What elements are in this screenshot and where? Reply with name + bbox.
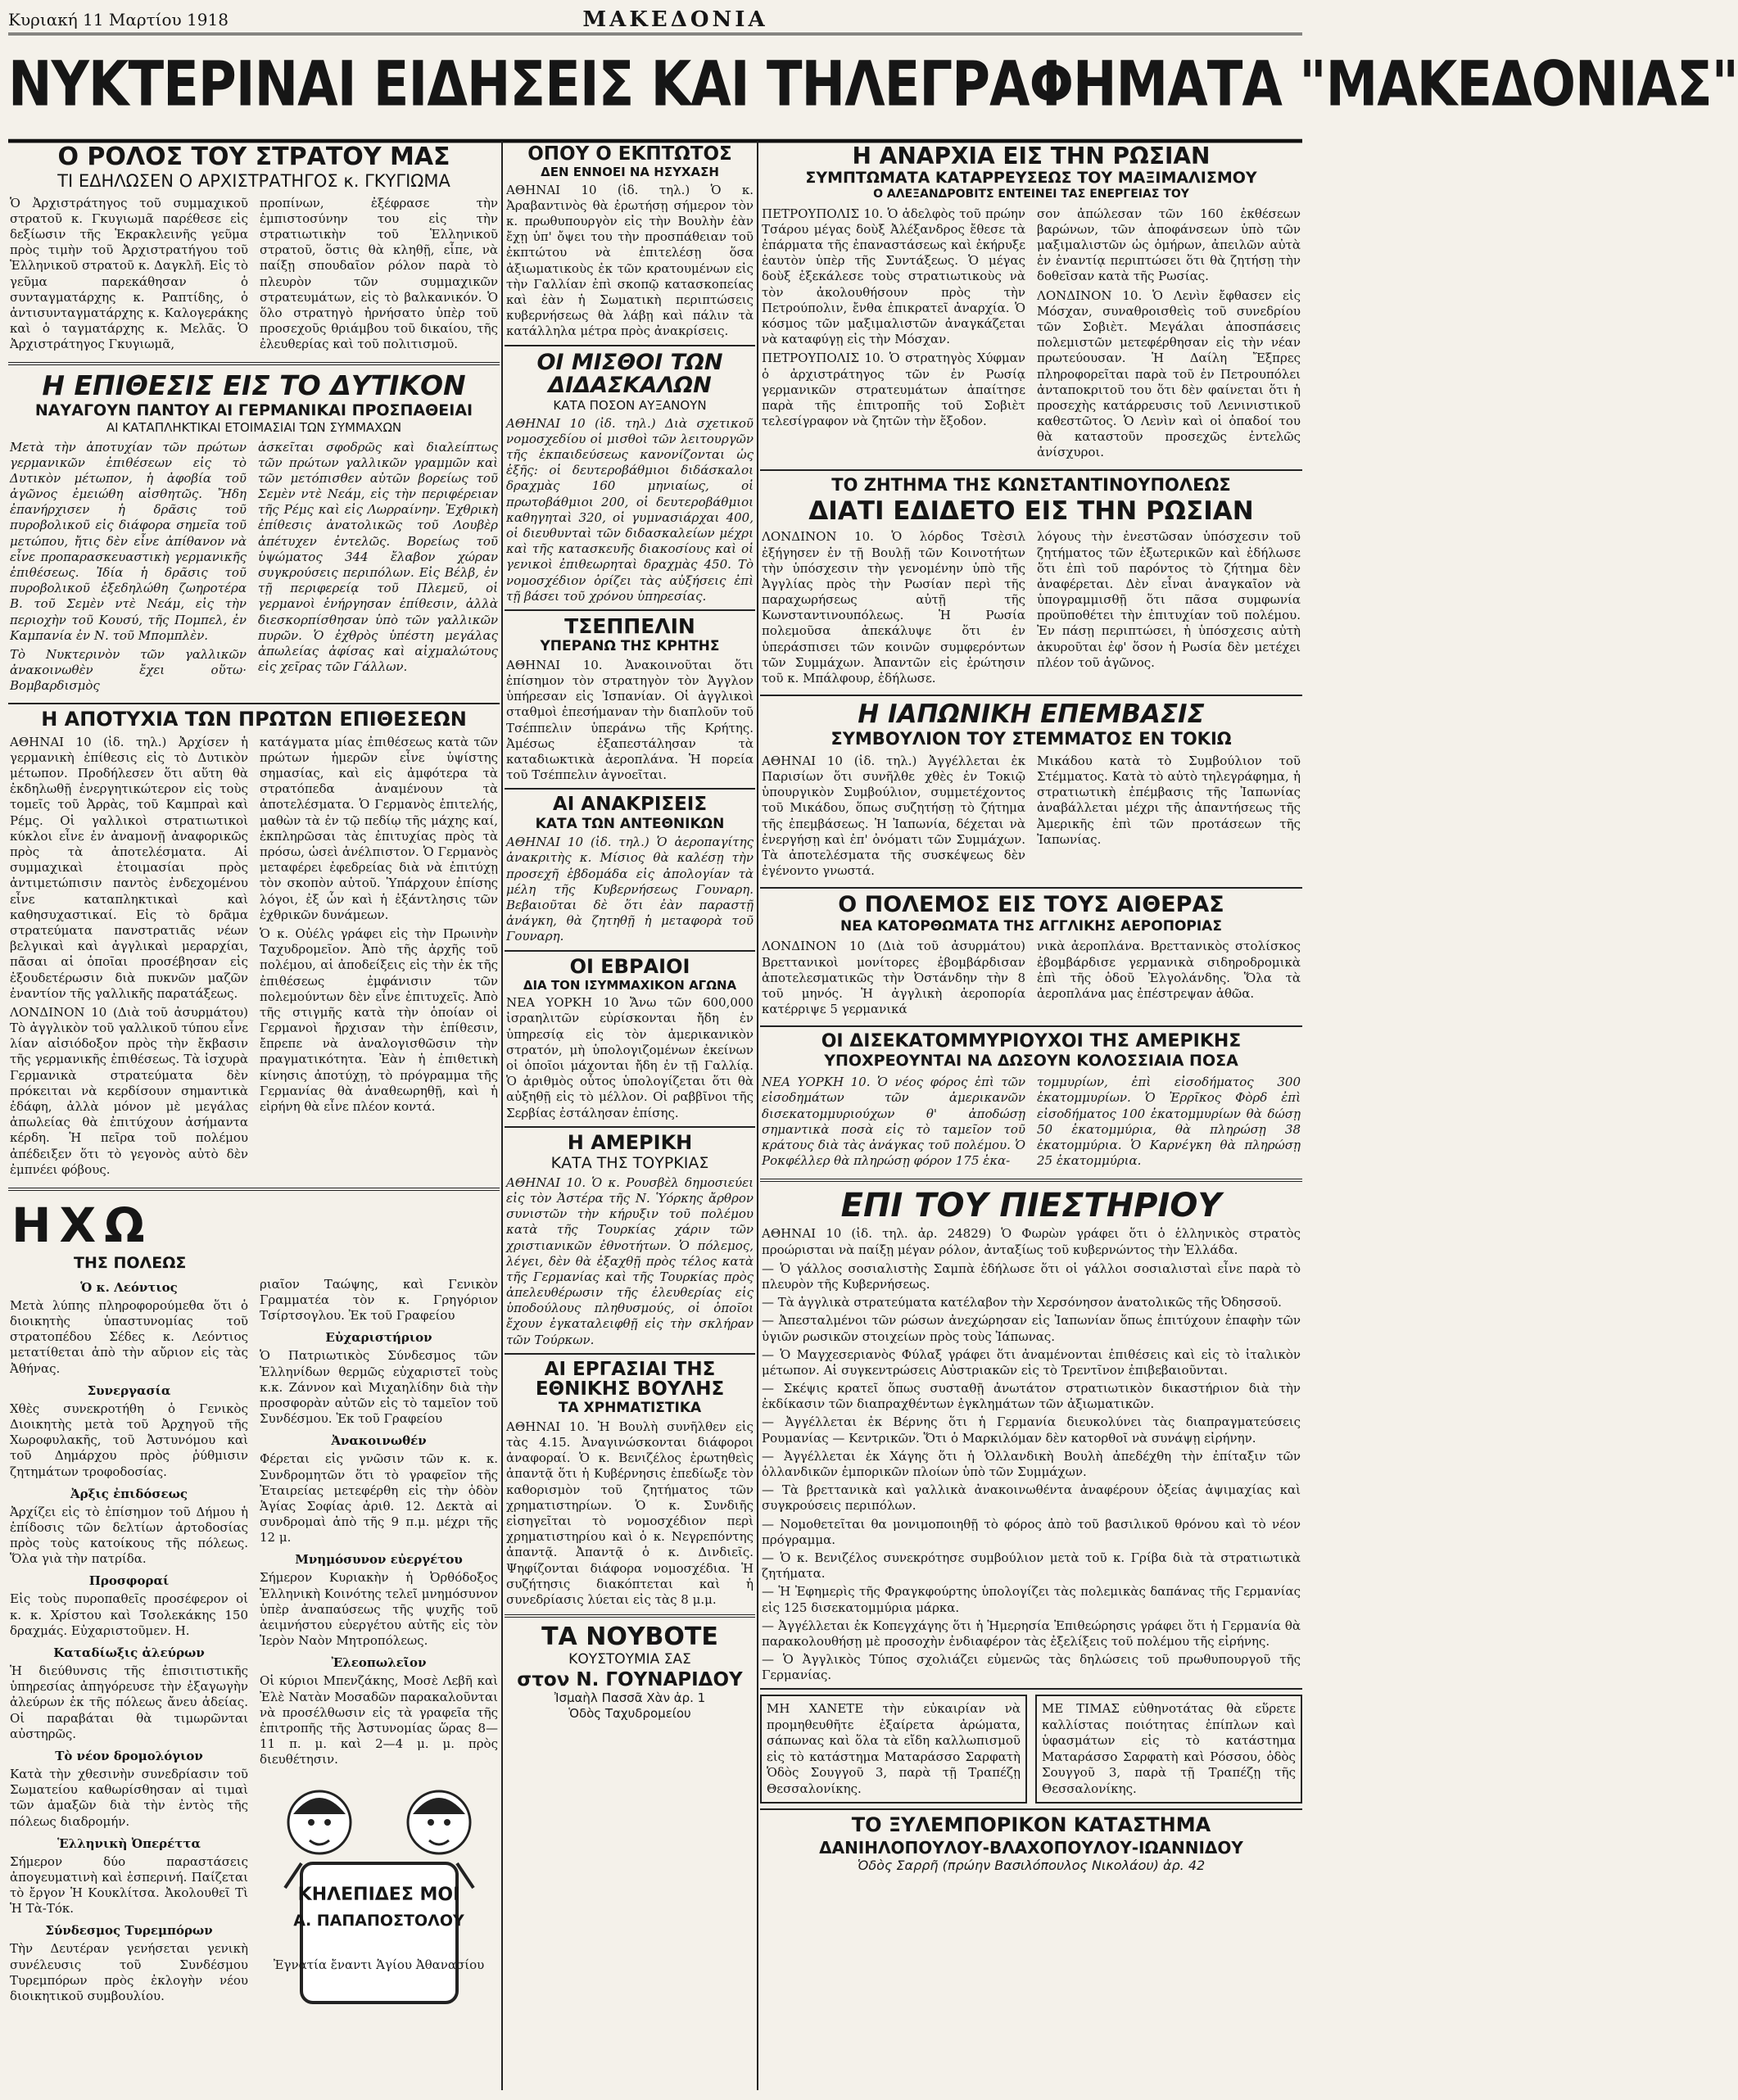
article-title: Ο ΠΟΛΕΜΟΣ ΕΙΣ ΤΟΥΣ ΑΙΘΕΡΑΣ	[838, 892, 1224, 918]
article-subtitle: ΥΠΟΧΡΕΟΥΝΤΑΙ ΝΑ ΔΩΣΟΥΝ ΚΟΛΟΣΣΙΑΙΑ ΠΟΣΑ	[824, 1052, 1238, 1070]
article-subtitle: Ο ΑΛΕΞΑΝΔΡΟΒΙΤΣ ΕΝΤΕΙΝΕΙ ΤΑΣ ΕΝΕΡΓΕΙΑΣ ΤΟΥ	[873, 188, 1189, 201]
news-brief: — Ἀγγέλλεται ἐκ Βέρνης ὅτι ἡ Γερμανία διευκολύνει τὰς διαπραγματεύσεις Ρουμανίας — Κεντρικῶν. Ὅτι ὁ Μαρκιλόμαν δὲν κατορθοῖ νὰ συνάψῃ εἰρήνην.	[762, 1414, 1301, 1446]
article-title: Η ΕΠΙΘΕΣΙΣ ΕΙΣ ΤΟ ΔΥΤΙΚΟΝ	[42, 369, 466, 402]
article-text: κατάγματα μίας ἐπιθέσεως κατὰ τῶν πρώτων ἡμερῶν εἶνε ὑψίστης σημασίας, καὶ εἰς ἀμφότερα τὰ στρατόπεδα ἀναμένουν τὰ ἀποτελέσματα. Ὁ Γερμανὸς ἐπιτελής, μαθὼν τὰ ἐν τῷ πεδίῳ τῆς μάχης καί, ἐκπληρῶσαι τὰς ἐπιτυχίας πρὸς τὰ πρόσω, ὡσεὶ ἀνέλπιστον. Ὁ Γερμανὸς μεταφέρει ἐφεδρείας διὰ νὰ ἐπιτύχῃ τὸν σκοπὸν αὐτοῦ. Ὑπάρχουν ἐπίσης λόγοι, ἐξ ὧν καὶ ἡ ἐξάντλησις τῶν ἐχθρικῶν δυνάμεων.	[260, 734, 498, 922]
ad-address: Ἐγνατία ἔναντι Ἁγίου Ἀθανασίου	[273, 1957, 485, 1972]
article-text: ΝΕΑ ΥΟΡΚΗ 10 Ἄνω τῶν 600,000 ἰσραηλιτῶν εὑρίσκονται ἤδη ἐν ὑπηρεσίᾳ εἰς τὸν ἀμερικανικὸν στρατόν, μὴ ὑπολογιζομένων ἐκείνων οἱ ὁποῖοι μάχονται ἤδη ἐν τῇ Γαλλίᾳ. Ὁ ἀριθμὸς οὗτος ὑπολογίζεται ὅτι θὰ αὐξηθῇ εἰς τὸ μέλλον. Οἱ ραββῖνοι τῆς Σερβίας ἐστάλησαν ἐπίσης.	[506, 995, 754, 1120]
article-subtitle: ΔΙΑΤΙ ΕΔΙΔΕΤΟ ΕΙΣ ΤΗΝ ΡΩΣΙΑΝ	[808, 496, 1254, 526]
article-text: ΠΕΤΡΟΥΠΟΛΙΣ 10. Ὁ στρατηγὸς Χύφμαν ὁ ἀρχιστράτηγος τῶν ἐν Ρωσίᾳ γερμανικῶν στρατευμάτων ἀπαίτησε παρὰ τῆς ἐπιτροπῆς τοῦ Σοβιὲτ τελεσίγραφον νὰ ζητῶν τὴν ἔξοδον.	[762, 351, 1025, 429]
article-title: ΟΙ ΔΙΣΕΚΑΤΟΜΜΥΡΙΟΥΧΟΙ ΤΗΣ ΑΜΕΡΙΚΗΣ	[821, 1031, 1242, 1052]
article-title: Η ΑΝΑΡΧΙΑ ΕΙΣ ΤΗΝ ΡΩΣΙΑΝ	[852, 143, 1211, 170]
column-right	[760, 141, 1302, 2093]
notice-ad: ΜΕ ΤΙΜΑΣ εὐθηνοτάτας θὰ εὕρετε καλλίστας ποιότητας ἐπίπλων καὶ ὑφασμάτων εἰς τὸ κατάστημα Ματαράσσο Σαρφατὴ καὶ Ρόσσου, ὁδὸς Σουγγοῦ 3, παρὰ τῇ Τραπέζῃ τῆς Θεσσαλονίκης.	[1035, 1695, 1302, 1804]
column-rule	[757, 141, 758, 2090]
article-text: ΝΕΑ ΥΟΡΚΗ 10. Ὁ νέος φόρος ἐπὶ τῶν εἰσοδημάτων τῶν ἀμερικανῶν δισεκατομμυριούχων θ' ἀποδώσῃ σημαντικὰ ποσὰ εἰς τὸ ταμεῖον τοῦ κράτους διὰ τὰς ἀνάγκας τοῦ πολέμου. Ὁ Ροκφέλλερ θὰ πληρώσῃ φόρον 175 ἑκα-	[762, 1075, 1025, 1169]
article-subtitle: ΚΑΤΑ ΤΩΝ ΑΝΤΕΘΝΙΚΩΝ	[535, 815, 725, 832]
article-title: ΟΙ ΕΒΡΑΙΟΙ	[569, 954, 690, 978]
article-text: λόγους τὴν ἐνεστῶσαν ὑπόσχεσιν τοῦ ζητήματος τῶν ἐξωτερικῶν καὶ ἐδήλωσε ὅτι ἐπὶ τοῦ παρόντος τὸ ζήτημα δὲν ἀναφέρεται. Δὲν εἶναι ἀναγκαῖον νὰ ὑπογραμμισθῇ ὅτι πᾶσα συμφωνία προϋποθέτει τὴν ἐπιτυχίαν τοῦ πολέμου. Ἐν πάσῃ περιπτώσει, ἡ ὑπόσχεσις αὐτὴ ἀκυροῦται ἐφ' ὅσον ἡ Ρωσία δὲν μετέχει πλέον τοῦ ἀγῶνος.	[1037, 529, 1301, 670]
article-text: ΛΟΝΔΙΝΟΝ 10. Ὁ λόρδος Τσὲσιλ ἐξήγησεν ἐν τῇ Βουλῇ τῶν Κοινοτήτων τὴν ὑπόσχεσιν τὴν γενομένην ὑπὸ τῆς Ἀγγλίας πρὸς τὴν Ρωσίαν περὶ τῆς παραχωρήσεως αὐτῇ τῆς Κωνσταντινουπόλεως. Ἡ Ρωσία πολεμοῦσα ἀπεκάλυψε ὅτι ἐν ὑπεράσπισει τῶν κοινῶν συμφερόντων τῶν Συμμάχων. Ἀπαντῶν εἰς ἐρώτησιν τοῦ κ. Μπάλφουρ, ἐδήλωσε.	[762, 529, 1025, 686]
news-brief: — Ἀγγέλλεται ἐκ Κοπεγχάγης ὅτι ἡ Ἡμερησία Ἐπιθεώρησις γράφει ὅτι ἡ Γερμανία θὰ παρακολουθήσῃ μὲ προσοχὴν ἐνδιαφέρον τὰς ἐξελίξεις τοῦ πολέμου τῆς εἰρήνης.	[762, 1618, 1301, 1649]
ad-line: ΚΟΥΣΤΟΥΜΙΑ ΣΑΣ	[568, 1650, 691, 1668]
echo-title: ΗΧΩ	[11, 1197, 153, 1253]
echo-item-text: Τὴν Δευτέραν γενήσεται γενικὴ συνέλευσις τοῦ Συνδέσμου Τυρεμπόρων πρὸς ἐκλογὴν νέου διοικητικοῦ συμβουλίου.	[10, 1941, 248, 2004]
article-text: ΑΘΗΝΑΙ 10 (ἰδ. τηλ.) Ἀρχίσεν ἡ γερμανικὴ ἐπίθεσις εἰς τὸ Δυτικὸν μέτωπον. Προδήλεσεν ὅτι αὕτη θὰ ἐκδηλωθῇ ἐνεργητικώτερον εἰς τοὺς τομεῖς τοῦ Ἀρρὰς, τοῦ Καμπραὶ καὶ Ρέμς. Οἱ γαλλικοὶ στρατιωτικοὶ κύκλοι εἶνε ἐν ἀναμονῇ ἀναφορικῶς πρὸς τὰ ἀποτελέσματα. Αἱ συμμαχικαὶ ἑτοιμασίαι πρὸς ἀντιμετώπισιν παντὸς ἐνδεχομένου εἶνε καταπληκτικαὶ καὶ καθησυχαστικαί. Εἰς τὸ δρᾶμα στρατεύματα πανστρατιᾶς νέων βελγικαὶ καὶ ἀγγλικαὶ μεραρχίαι, πᾶσαι αἱ ὁποῖαι προσέβησαν εἰς ἐξουδετέρωσιν διὰ πυκνῶν μαζῶν ἐναντίον τῆς γαλλικῆς παρατάξεως.	[10, 734, 248, 1001]
store-ad-title: ΤΟ ΞΥΛΕΜΠΟΡΙΚΟΝ ΚΑΤΑΣΤΗΜΑ	[851, 1813, 1211, 1837]
article-text: ΠΕΤΡΟΥΠΟΛΙΣ 10. Ὁ ἀδελφὸς τοῦ πρώην Τσάρου μέγας δοὺξ Ἀλέξανδρος ἔθεσε τὰ ἐπάρματα τῆς ἐπαναστάσεως καὶ ἐκήρυξε ἑαυτὸν ὑπὲρ τῆς Συντάξεως. Ὁ μέγας δοὺξ ἐξεκάλεσε τοὺς στρατιωτικοὺς νὰ τὸν ἀκολουθήσουν πρὸς τὴν Πετρούπολιν, ἔνθα ἐπικρατεῖ ἀναρχία. Ὁ κόσμος τῶν μαξιμαλιστῶν ἀναγκάζεται νὰ καταφύγῃ εἰς τὴν Μόσχαν.	[762, 206, 1025, 347]
echo-item-text: Σήμερον δύο παραστάσεις ἀπογευματινὴ καὶ ἑσπερινή. Παίζεται τὸ ἔργον Ἡ Κουκλίτσα. Ἀκολουθεῖ Τὶ Ἡ Τὰ-Τόκ.	[10, 1853, 248, 1917]
article-text: Μικάδου κατὰ τὸ Συμβούλιον τοῦ Στέμματος. Κατὰ τὸ αὐτὸ τηλεγράφημα, ἡ στρατιωτικὴ ἐπέμβασις τῆς Ἰαπωνίας ἀναβάλλεται μέχρι τῆς ἀπαντήσεως τῆς Ἀμερικῆς ἐπὶ τῶν προτάσεων τῆς Ἰαπωνίας.	[1037, 753, 1301, 847]
store-ad-address: Ὁδὸς Σαρρῆ (πρώην Βασιλόπουλος Νικολάου) ἀρ. 42	[857, 1857, 1206, 1873]
echo-item-heading: Τὸ νέον δρομολόγιον	[55, 1748, 203, 1763]
article-text: ΑΘΗΝΑΙ 10 (ἰδ. τηλ. ἀρ. 24829) Ὁ Φωρὼν γράφει ὅτι ὁ ἑλληνικὸς στρατὸς προώρισται νὰ παίξῃ μέγαν ρόλον, ἀνταξίως τοῦ κυβερνώντος τὴν Ἑλλάδα.	[762, 1226, 1301, 1257]
echo-item-text: Χθὲς συνεκροτήθη ὁ Γενικὸς Διοικητὴς μετὰ τοῦ Ἀρχηγοῦ τῆς Χωροφυλακῆς, τοῦ Ἀστυνόμου καὶ τοῦ Δημάρχου πρὸς ῥύθμισιν ζητημάτων τροφοδοσίας.	[10, 1401, 248, 1479]
article-subtitle: ΝΕΑ ΚΑΤΟΡΘΩΜΑΤΑ ΤΗΣ ΑΓΓΛΙΚΗΣ ΑΕΡΟΠΟΡΙΑΣ	[840, 917, 1222, 935]
echo-heading	[8, 1197, 500, 1253]
echo-item-heading: Προσφοραί	[88, 1573, 170, 1589]
echo-subtitle: ΤΗΣ ΠΟΛΕΩΣ	[74, 1253, 187, 1272]
article-title: ΑΙ ΕΡΓΑΣΙΑΙ ΤΗΣ ΕΘΝΙΚΗΣ ΒΟΥΛΗΣ	[535, 1358, 725, 1400]
echo-item-heading: Ἀρξις ἐπιδόσεως	[70, 1486, 188, 1501]
echo-item-heading: Εὐχαριστήριον	[325, 1330, 432, 1346]
article-text: Ὁ κ. Οὐέλς γράφει εἰς τὴν Πρωινὴν Ταχυδρομεῖον. Ἀπὸ τῆς ἀρχῆς τοῦ πολέμου, αἱ ἀποδείξεις εἰς τὴν ἐκ τῆς ἐπιθέσεως ἐμφάνισιν τῶν πολεμούντων δὲν εἶνε ἐπιτυχεῖς. Ἀπὸ τῆς στιγμῆς κατὰ τὴν ὁποίαν οἱ Γερμανοὶ ἤρχισαν τὴν ἐπίθεσιν, ἔπρεπε νὰ ἀναλογισθῶσιν τὴν πραγματικότητα. Ἐὰν ἡ ἐπιθετικὴ κίνησις ἀποτύχῃ, τὸ πρόγραμμα τῆς Γερμανίας θὰ ἀναθεωρηθῇ, καὶ ἡ εἰρήνη θὰ εἶνε πλέον κοντά.	[260, 926, 498, 1114]
article-text: Ὁ Ἀρχιστράτηγος τοῦ συμμαχικοῦ στρατοῦ κ. Γκυγιωμᾶ παρέθεσε εἰς δεξίωσιν τῆς Ἑκρακλεινῆς γεῦμα πρὸς τιμὴν τοῦ Ἀρχιστρατήγου τοῦ Ἑλληνικοῦ στρατοῦ κ. Δαγκλῆ. Εἰς τὸ γεῦμα παρεκάθησαν ὁ συνταγματάρχης κ. Ραπτίδης, ὁ ἀντισυνταγματάρχης κ. Καλογεράκης καὶ ὁ ταγματάρχης κ. Μελᾶς. Ὁ Ἀρχιστράτηγος Γκυγιωμᾶ,	[10, 195, 248, 352]
ad-line: Ἰσμαὴλ Πασσᾶ Χὰν ἀρ. 1	[554, 1690, 706, 1706]
article-subtitle: ΚΑΤΑ ΠΟΣΟΝ ΑΥΞΑΝΟΥΝ	[553, 398, 707, 414]
ad-owner: Α. ΠΑΠΑΠΟΣΤΟΛΟΥ	[293, 1911, 464, 1930]
echo-item-heading: Ἀνακοινωθέν	[331, 1433, 427, 1449]
article-subtitle: ΤΙ ΕΔΗΛΩΣΕΝ Ο ΑΡΧΙΣΤΡΑΤΗΓΟΣ κ. ΓΚΥΓΙΩΜΑ	[57, 170, 450, 191]
echo-item-text: Οἱ κύριοι Μπενζάκης, Μοσὲ Λεβῆ καὶ Ἐλὲ Νατὰν Μοσαδῶν παρακαλοῦνται νὰ προσέλθωσιν εἰς τὰ γραφεῖα τῆς ἐπιτροπῆς τῆς Ἀστυνομίας ὥρας 8—11 π. μ. καὶ 2—4 μ. μ. πρὸς διευθέτησιν.	[260, 1673, 498, 1767]
article-text: ΛΟΝΔΙΝΟΝ 10 (Διὰ τοῦ ἀσυρμάτου) Βρεττανικοὶ μονίτορες ἐβομβάρδισαν ἀποτελεσματικῶς τὴν Ὀστάνδην τὴν 8 τοῦ μηνός. Ἡ ἀγγλικὴ ἀεροπορία κατέρριψε 5 γερμανικά	[762, 939, 1025, 1017]
column-middle	[505, 141, 755, 2093]
ad-line: Ὁδὸς Ταχυδρομείου	[568, 1705, 691, 1721]
article-subtitle: ΝΑΥΑΓΟΥΝ ΠΑΝΤΟΥ ΑΙ ΓΕΡΜΑΝΙΚΑΙ ΠΡΟΣΠΑΘΕΙΑΙ	[34, 401, 473, 420]
echo-item-text: Κατὰ τὴν χθεσινὴν συνεδρίασιν τοῦ Σωματείου καθωρίσθησαν αἱ τιμαὶ τῶν ἁμαξῶν διὰ τὴν ἐντὸς τῆς πόλεως διαδρομήν.	[10, 1766, 248, 1829]
echo-item-heading: Συνεργασία	[87, 1383, 171, 1398]
article-text: προπίνων, ἐξέφρασε τὴν ἐμπιστοσύνην του εἰς τὴν στρατιωτικὴν τοῦ Ἑλληνικοῦ στρατοῦ, ὅστις θὰ κληθῇ, εἶπε, νὰ παίξῃ σπουδαῖον ρόλον παρὰ τὸ πλευρὸν τῶν συμμαχικῶν στρατευμάτων, εἰς τὸ βαλκανικόν. Ὁ ὅλο στρατηγὸ ἠρνήσατο ὑπὲρ τοῦ προσεχοῦς θριάμβου τοῦ δικαίου, τῆς ἐλευθερίας καὶ τοῦ πολιτισμοῦ.	[260, 195, 498, 352]
news-brief: — Τὰ ἀγγλικὰ στρατεύματα κατέλαβον τὴν Χερσόνησον ἀνατολικῶς τῆς Ὀδησσοῦ.	[762, 1295, 1282, 1310]
article-subtitle: ΔΕΝ ΕΝΝΟΕΙ ΝΑ ΗΣΥΧΑΣΗ	[541, 165, 719, 180]
echo-item-text: Εἰς τοὺς πυροπαθεῖς προσέφερον οἱ κ. κ. Χρίστου καὶ Τσολεκάκης 150 δραχμάς. Εὐχαριστοῦμεν. Η.	[10, 1591, 248, 1638]
article-subtitle: ΔΙΑ ΤΟΝ ΙΣΥΜΜΑΧΙΚΟΝ ΑΓΩΝΑ	[523, 977, 737, 993]
article-title: ΑΙ ΑΝΑΚΡΙΣΕΙΣ	[552, 794, 708, 816]
article-text: Μετὰ τὴν ἀποτυχίαν τῶν πρώτων γερμανικῶν ἐπιθέσεων εἰς τὸ Δυτικὸν μέτωπον, ἡ ἀφοβία τοῦ ἀγῶνος ἐμειώθη αἰσθητῶς. Ἤδη ἐπανήρχισεν ἡ δρᾶσις τοῦ πυροβολικοῦ εἰς διάφορα σημεῖα τοῦ μετώπου, ἤτις δὲν εἶνε ἀπίθανον νὰ εἶνε προπαρασκευαστικὴ γερμανικῆς ἐπιθέσεως. Ἰδία ἡ δρᾶσις τοῦ πυροβολικοῦ ἐξεδηλώθη ζωηροτέρα Β. τοῦ Σεμὲν ντὲ Νεάμ, εἰς τὴν περιοχὴν τοῦ Κουσύ, τῆς Πομπελ, ἐν Καμπανία ἐν Ν. τοῦ Μπομπλὲν.	[10, 439, 247, 643]
article-title: Η ΑΜΕΡΙΚΗ	[567, 1130, 693, 1154]
news-brief: — Ὁ Μαγχεσεριανὸς Φύλαξ γράφει ὅτι ἀναμένονται ἐπιθέσεις καὶ εἰς τὸ ἰταλικὸν μέτωπον. Αἱ συγκεντρώσεις Αὐστριακῶν εἰς τὸ Τρεντῖνον ἐπιβεβαιοῦνται.	[762, 1346, 1301, 1378]
store-ad-name: ΔΑΝΙΗΛΟΠΟΥΛΟΥ-ΒΛΑΧΟΠΟΥΛΟΥ-ΙΩΑΝΝΙΔΟΥ	[819, 1837, 1243, 1858]
article-text: νικὰ ἀεροπλάνα. Βρεττανικὸς στολίσκος ἐβομβάρδισε γερμανικὰ σιδηροδρομικὰ ἐπὶ τῆς ὁδοῦ Ἐλγολάνδης. Ὅλα τὰ ἀεροπλάνα μας ἐπέστρεψαν ἀθῶα.	[1037, 939, 1301, 1001]
echo-item-heading: Σύνδεσμος Τυρεμπόρων	[45, 1923, 213, 1939]
article-title: ΟΙ ΜΙΣΘΟΙ ΤΩΝ ΔΙΔΑΣΚΑΛΩΝ	[536, 349, 723, 398]
notice-ad: ΜΗ ΧΑΝΕΤΕ τὴν εὐκαιρίαν νὰ προμηθευθῆτε ἐξαίρετα ἀρώματα, σάπωνας καὶ ὅλα τὰ εἴδη καλλωπισμοῦ εἰς τὸ κατάστημα Ματαράσσο Σαρφατὴ Ὁδὸς Σουγγοῦ 3, παρὰ τῇ Τραπέζῃ Θεσσαλονίκης.	[760, 1695, 1027, 1804]
echo-item-text: Μετὰ λύπης πληροφορούμεθα ὅτι ὁ διοικητὴς ὑπαστυνομίας τοῦ στρατοπέδου Σέδες κ. Λεόντιος μετατίθεται ἀπὸ τὴν αὔριον εἰς τὰς Ἀθήνας.	[10, 1297, 248, 1376]
article-text: ΑΘΗΝΑΙ 10. Ὁ κ. Ρουσβὲλ δημοσιεύει εἰς τὸν Ἀστέρα τῆς Ν. Ὑόρκης ἄρθρον συνιστῶν τὴν κήρυξιν τοῦ πολέμου κατὰ τῆς Τουρκίας χάριν τῶν χριστιανικῶν ἐθνοτήτων. Ὁ πόλεμος, λέγει, δὲν θὰ ἐξαχθῇ πρὸς τέλος κατὰ τῆς Γερμανίας καὶ τῆς Τουρκίας πρὸς ἀπελευθέρωσιν τῆς ἐλευθερίας εἰς ὑποδούλους πληθυσμούς, οἱ ὁποῖοι ἔχουν ἐγκαταλειφθῇ εἰς τὴν σκλήραν τῶν Τούρκων.	[506, 1174, 754, 1347]
article-title: ΕΠΙ ΤΟΥ ΠΙΕΣΤΗΡΙΟΥ	[840, 1187, 1222, 1225]
article-text: ΑΘΗΝΑΙ 10 (ἰδ. τηλ.) Διὰ σχετικοῦ νομοσχεδίου οἱ μισθοὶ τῶν λειτουργῶν τῆς ἐκπαιδεύσεως κανονίζονται ὡς ἑξῆς: οἱ δευτεροβάθμιοι διδάσκαλοι δραχμὰς 160 μηνιαίως, οἱ πρωτοβάθμιοι 200, οἱ δευτεροβάθμιοι καθηγηταὶ 320, οἱ γυμνασιάρχαι 400, οἱ διευθυνταὶ τῶν διδασκαλείων μέχρι καὶ τῆς κατασκευῆς διακοσίους καὶ οἱ γενικοὶ ἐπιθεωρηταὶ δραχμὰς 450. Τὸ νομοσχέδιον ὁρίζει τὰς αὐξήσεις ἐπὶ τῇ βάσει τοῦ χρόνου ὑπηρεσίας.	[506, 415, 754, 604]
article-title: ΤΣΕΠΠΕΛΙΝ	[564, 613, 695, 638]
echo-item-text: Ὁ Πατριωτικὸς Σύνδεσμος τῶν Ἑλληνίδων θερμῶς εὐχαριστεῖ τοὺς κ.κ. Ζάννον καὶ Μιχαηλίδην διὰ τὴν προσφορὰν αὐτῶν εἰς τὸ ταμεῖον τοῦ Συνδέσμου. Ἐκ τοῦ Γραφείου	[260, 1348, 498, 1427]
echo-item-text: ριαῖον Ταώψης, καὶ Γενικὸν Γραμματέα τὸν κ. Γρηγόριον Τσίρτσογλου. Ἐκ τοῦ Γραφείου	[260, 1276, 498, 1324]
article-text: ΑΘΗΝΑΙ 10. Ἡ Βουλὴ συνῆλθεν εἰς τὰς 4.15. Ἀναγινώσκονται διάφοροι ἀναφοραί. Ὁ κ. Βενιζέλος ἐρωτηθεὶς ἀπαντᾷ ὅτι ἡ Κυβέρνησις ἐπεδίωξε τὸν καθορισμὸν τοῦ ζητήματος τῶν χρηματιστηρίων. Ὁ κ. Συνδιῆς εἰσηγεῖται τὸ νομοσχέδιον περὶ χρηματιστηρίου καὶ ὁ κ. Νεγρεπόντης ἀπαντᾷ. Ἀπαντᾷ ὁ κ. Δινδιεῖς. Ψηφίζονται διάφορα νομοσχέδια. Ἡ συζήτησις διακόπτεται καὶ ἡ συνεδρίασις λύεται εἰς τὰς 8 μ.μ.	[506, 1419, 754, 1607]
news-brief: — Νομοθετεῖται θα μονιμοποιηθῇ τὸ φόρος ἀπὸ τοῦ βασιλικοῦ θρόνου καὶ τὸ νέον πρόγραμμα.	[762, 1516, 1301, 1547]
news-brief: — Ὁ γάλλος σοσιαλιστὴς Σαμπὰ ἐδήλωσε ὅτι οἱ γάλλοι σοσιαλισταὶ εἶνε παρὰ τὸ πλευρὸν τῆς Κυβερνήσεως.	[762, 1260, 1301, 1292]
news-brief: — Ἀπεσταλμένοι τῶν ρώσων ἀνεχώρησαν εἰς Ἰαπωνίαν ὅπως ἐπιτύχουν ἐπαφὴν τῶν ὑγιῶν ρωσικῶν στοιχείων πρὸς τοὺς Ἰάπωνας.	[762, 1313, 1301, 1344]
echo-column	[8, 1274, 250, 2091]
echo-item-text: Ἡ διεύθυνσις τῆς ἐπισιτιστικῆς ὑπηρεσίας ἀπηγόρευσε τὴν ἐξαγωγὴν ἀλεύρων ἐκ τῆς πόλεως ἄνευ ἀδείας. Οἱ παραβάται θὰ τιμωρῶνται αὐστηρῶς.	[10, 1663, 248, 1741]
article-text: ΑΘΗΝΑΙ 10. Ἀνακοινοῦται ὅτι ἐπίσημον τὸν στρατηγὸν τὸν Ἀγγλον ὑπήρεσαν εἰς Ἰσπανίαν. Οἱ ἀγγλικοὶ σταθμοὶ ἐπεσήμαναν τὴν διαπλοῦν τοῦ Τσέππελιν ὑπεράνω τῆς Κρήτης. Ἀμέσως ἐξαπεστάλησαν τὰ καταδιωκτικὰ ἀεροπλάνα. Ἡ πορεία τοῦ Τσέππελιν ἀγνοεῖται.	[506, 657, 754, 783]
echo-item-heading: Ὁ κ. Λεόντιος	[80, 1279, 178, 1295]
article-title: ΤΟ ΖΗΤΗΜΑ ΤΗΣ ΚΩΝΣΤΑΝΤΙΝΟΥΠΟΛΕΩΣ	[831, 474, 1231, 495]
article-text: σον ἀπώλεσαν τῶν 160 ἐκθέσεων βαρώνων, τῶν ἀποφάνσεων ὑπὸ τῶν μαξιμαλιστῶν ὡς ὁμήρων, ἀπειλῶν αὐτὰ ἐν ἐναντίᾳ περιπτώσει ὅτι θὰ ζητήσῃ τὴν δοθεῖσαν κατὰ τῆς Ρωσίας.	[1037, 206, 1301, 284]
article-title: Η ΙΑΠΩΝΙΚΗ ΕΠΕΜΒΑΣΙΣ	[858, 699, 1205, 730]
ad-line: στον Ν. ΓΟΥΝΑΡΙΔΟΥ	[517, 1669, 743, 1691]
echo-column	[258, 1277, 500, 1768]
article-text: ΑΘΗΝΑΙ 10 (ἰδ. τηλ.) Ὁ κ. Ἀραβαντινὸς θὰ ἐρωτήσῃ σήμερον τὸν κ. πρωθυπουργὸν εἰς τὴν Βουλὴν ἐὰν ἔχῃ ὑπ' ὄψει του τὴν προσπάθειαν τοῦ ἐκπτώτου νὰ ἐπιτελέσῃ ὅσα ἀξιωματικοὺς ἐκ τῶν κρατουμένων εἰς τὴν Γαλλίαν ἐπὶ σκοπῷ κατασκοπείας καὶ ἐὰν ἡ Σωματικὴ περιπτώσεις κυβερνήσεως θὰ λάβῃ καὶ πάλιν τὰ κατάλληλα μέτρα πρὸς ἀνακρίσεις.	[506, 182, 754, 339]
echo-item-heading: Ἐλεοπωλεῖον	[331, 1655, 427, 1671]
article-subtitle: ΣΥΜΠΤΩΜΑΤΑ ΚΑΤΑΡΡΕΥΣΕΩΣ ΤΟΥ ΜΑΞΙΜΑΛΙΣΜΟΥ	[805, 169, 1257, 188]
news-brief: — Ὁ Ἀγγλικὸς Τύπος σχολιάζει εὐμενῶς τὰς δηλώσεις τοῦ πρωθυπουργοῦ τῆς Γερμανίας.	[762, 1652, 1301, 1683]
news-brief: — Ἡ Ἐφημερὶς τῆς Φραγκφούρτης ὑπολογίζει τὰς πολεμικὰς δαπάνας τῆς Γερμανίας εἰς 125 δισεκατομμύρια μάρκα.	[762, 1584, 1301, 1615]
column-rule	[501, 141, 503, 2090]
news-brief: — Σκέψις κρατεῖ ὅπως συσταθῇ ἀνωτάτον στρατιωτικὸν δικαστήριον διὰ τὴν ἐκδίκασιν τῶν διαπραχθέντων ἐγκλημάτων τῶν ἀξιωματικῶν.	[762, 1381, 1301, 1412]
news-brief-list	[760, 1261, 1302, 1684]
article-title: Ο ΡΟΛΟΣ ΤΟΥ ΣΤΡΑΤΟΥ ΜΑΣ	[57, 143, 450, 171]
article-subtitle: ΑΙ ΚΑΤΑΠΛΗΚΤΙΚΑΙ ΕΤΟΙΜΑΣΙΑΙ ΤΩΝ ΣΥΜΜΑΧΩΝ	[106, 420, 402, 435]
article-subtitle: ΥΠΕΡΑΝΩ ΤΗΣ ΚΡΗΤΗΣ	[540, 638, 720, 655]
article-text: ΑΘΗΝΑΙ 10 (ἰδ. τηλ.) Ἀγγέλλεται ἐκ Παρισίων ὅτι συνῆλθε χθὲς ἐν Τοκιῷ ὑπουργικὸν Συμβούλιον, συμμετέχοντος τοῦ Μικάδου, ὅπως συζητήσῃ τὸ ζήτημα τῆς ἐπεμβάσεως. Ἡ Ἰαπωνία, δέχεται νὰ ἐνεργήσῃ καὶ ἐπ' ὀνόματι τῶν Συμμάχων. Τὰ ἀποτελέσματα τῆς συσκέψεως δὲν ἐγένοντο γνωστά.	[762, 753, 1025, 879]
article-text: ΑΘΗΝΑΙ 10 (ἰδ. τηλ.) Ὁ ἀεροπαγίτης ἀνακριτὴς κ. Μίσιος θὰ καλέσῃ τὴν προσεχῆ ἑβδομάδα εἰς ἀπολογίαν τὰ μέλη τῆς Κυβερνήσεως Γουναρη. Βεβαιοῦται δὲ ὅτι ἐὰν παραστῇ ἀνάγκη, θὰ ζητηθῇ ἡ μεταφορὰ τοῦ Γουναρη.	[506, 835, 754, 944]
news-brief: — Τὰ βρεττανικὰ καὶ γαλλικὰ ἀνακοινωθέντα ἀναφέρουν ὀξείας ἀψιμαχίας καὶ συγκρούσεις περιπόλων.	[762, 1482, 1301, 1514]
echo-item-text: Φέρεται εἰς γνῶσιν τῶν κ. κ. Συνδρομητῶν ὅτι τὸ γραφεῖον τῆς Ἐταιρείας μετεφέρθη εἰς τὴν ὁδὸν Ἁγίας Σοφίας ἀριθ. 12. Δεκτὰ αἱ συνδρομαὶ ἀπὸ τῆς 9 π.μ. μέχρι τῆς 12 μ.	[260, 1451, 498, 1546]
ad-product: ΚΗΛΕΠΙΔΕΣ ΜΟΙ	[297, 1884, 460, 1905]
news-brief: — Ἀγγέλλεται ἐκ Χάγης ὅτι ἡ Ὁλλανδικὴ Βουλὴ ἀπεδέχθη τὴν ἐπίταξιν τῶν ὁλλανδικῶν ἐμπορικῶν πλοίων ὑπὸ τῶν Συμμάχων.	[762, 1448, 1301, 1480]
article-text: ΛΟΝΔΙΝΟΝ 10. Ὁ Λενὶν ἔφθασεν εἰς Μόσχαν, συναθροισθεὶς τοῦ συνεδρίου τῶν Σοβιὲτ. Μεγάλαι ἀποσπάσεις πολεμιστῶν μετεφέρθησαν εἰς τὴν νέαν πρωτεύουσαν. Ἡ Δαίλη Ἔξπρες πληροφορεῖται παρὰ τοῦ ἐν Πετρουπόλει ἀνταποκριτοῦ του ὅτι δὲν φαίνεται ὅτι ἡ προσεχὴς κατάρρευσις τοῦ Λενινιστικοῦ καθεστῶτος. Ὁ Λενὶν καὶ οἱ ὀπαδοί του θὰ καταστοῦν προσεχῶς ἐντελῶς ἀνίσχυροι.	[1037, 287, 1301, 460]
masthead-name: ΜΑΚΕΔΟΝΙΑ	[582, 7, 768, 32]
article-subtitle: ΤΑ ΧΡΗΜΑΤΙΣΤΙΚΑ	[558, 1400, 702, 1417]
article-text: Τὸ Νυκτερινὸν τῶν γαλλικῶν ἀνακοινωθὲν ἔχει οὕτω· Βομβαρδισμὸς	[10, 646, 247, 694]
echo-item-heading: Ἑλληνικὴ Ὀπερέττα	[57, 1835, 201, 1851]
issue-date: Κυριακή 11 Μαρτίου 1918	[8, 10, 229, 29]
advertisement-text	[258, 1885, 500, 1930]
article-text: ΛΟΝΔΙΝΟΝ 10 (Διὰ τοῦ ἀσυρμάτου) Τὸ ἀγγλικὸν τοῦ γαλλικοῦ τύπου εἶνε λίαν αἰσιόδοξον πρὸς τὴν ἔκβασιν τῆς γερμανικῆς ἐπιθέσεως. Τὰ ἰσχυρὰ Γερμανικὰ στρατεύματα δὲν πρόκειται νὰ κερδίσουν σημαντικὰ ἐδάφη, ἀλλὰ μόνον μὲ μεγάλας ἀπωλείας θὰ ἐπιτύχουν ἀσήμαντα κέρδη. Ἡ πεῖρα τοῦ πολέμου ἀπέδειξεν ὅτι τὸ γεγονὸς αὐτὸ δὲν ἐμπνέει φόβους.	[10, 1004, 248, 1177]
echo-item-heading: Μνημόσυνον εὐεργέτου	[295, 1552, 463, 1568]
article-text: τομμυρίων, ἐπὶ εἰσοδήματος 300 ἑκατομμυρίων. Ὁ Ἐρρῖκος Φὸρδ ἐπὶ εἰσοδήματος 100 ἑκατομμυρίων θὰ δώσῃ 50 ἑκατομμύρια, θὰ πληρώσῃ 38 ἑκατομμύρια. Ὁ Καρνέγκη θὰ πληρώσῃ 25 ἑκατομμύρια.	[1037, 1075, 1301, 1169]
echo-item-heading: Καταδίωξις ἀλεύρων	[53, 1645, 205, 1661]
column-left	[8, 141, 500, 2093]
article-title: Η ΑΠΟΤΥΧΙΑ ΤΩΝ ΠΡΩΤΩΝ ΕΠΙΘΕΣΕΩΝ	[41, 707, 467, 731]
article-subtitle: ΚΑΤΑ ΤΗΣ ΤΟΥΡΚΙΑΣ	[550, 1153, 709, 1172]
echo-item-text: Σήμερον Κυριακὴν ἡ Ὀρθόδοξος Ἑλληνικὴ Κοινότης τελεῖ μνημόσυνον ὑπὲρ ἀναπαύσεως τῆς ψυχῆς τοῦ ἀειμνήστου εὐεργέτου αὐτῆς εἰς τὸν Ἱερὸν Ναὸν Μητροπόλεως.	[260, 1570, 498, 1649]
echo-item-text: Ἀρχίζει εἰς τὸ ἐπίσημον τοῦ Δήμου ἡ ἐπίδοσις τῶν δελτίων ἀρτοδοσίας πρὸς τοὺς κατοίκους τῆς πόλεως. Ὅλα γιὰ τὴν πατρίδα.	[10, 1504, 248, 1567]
ad-title: ΤΑ ΝΟΥΒΟΤΕ	[541, 1623, 718, 1652]
news-brief: — Ὁ κ. Βενιζέλος συνεκρότησε συμβούλιον μετὰ τοῦ κ. Γρίβα διὰ τὰ στρατιωτικὰ ζητήματα.	[762, 1550, 1301, 1582]
article-title: ΟΠΟΥ Ο ΕΚΠΤΩΤΟΣ	[527, 143, 732, 165]
front-banner-headline: ΝΥΚΤΕΡΙΝΑΙ ΕΙΔΗΣΕΙΣ ΚΑΙ ΤΗΛΕΓΡΑΦΗΜΑΤΑ "ΜΑΚΕΔΟΝΙΑΣ"	[8, 31, 1302, 143]
article-text: ἀσκεῖται σφοδρῶς καὶ διαλείπτως τῶν πρώτων γαλλικῶν γραμμῶν καὶ τῶν μετόπισθεν αὐτῶν βορείως τοῦ Σεμὲν ντὲ Νεάμ, εἰς τὴν περιφέρειαν τῆς Ρέμς καὶ εἰς Λωρραίνην. Ἐχθρικὴ ἐπίθεσις ἀνατολικῶς τοῦ Λουβὲρ ἀπέτυχεν ἐντελῶς. Βορείως τοῦ ὑψώματος 344 ἔλαβον χώραν συγκρούσεις περιπόλων. Εἰς Βέλβ, ἐν τῇ περιφερείᾳ τοῦ Πλεμεῦ, οἱ γερμανοὶ ἐνήργησαν ἐπίθεσιν, ἀλλὰ διεσκορπίσθησαν ὑπὸ τῶν γαλλικῶν πυρῶν. Ὁ ἐχθρὸς ὑπέστη μεγάλας ἀπωλείας ἀφίσας καὶ αἰχμαλώτους εἰς χεῖρας τῶν Γάλλων.	[258, 439, 498, 675]
article-subtitle: ΣΥΜΒΟΥΛΙΟΝ ΤΟΥ ΣΤΕΜΜΑΤΟΣ ΕΝ ΤΟΚΙΩ	[831, 728, 1232, 749]
